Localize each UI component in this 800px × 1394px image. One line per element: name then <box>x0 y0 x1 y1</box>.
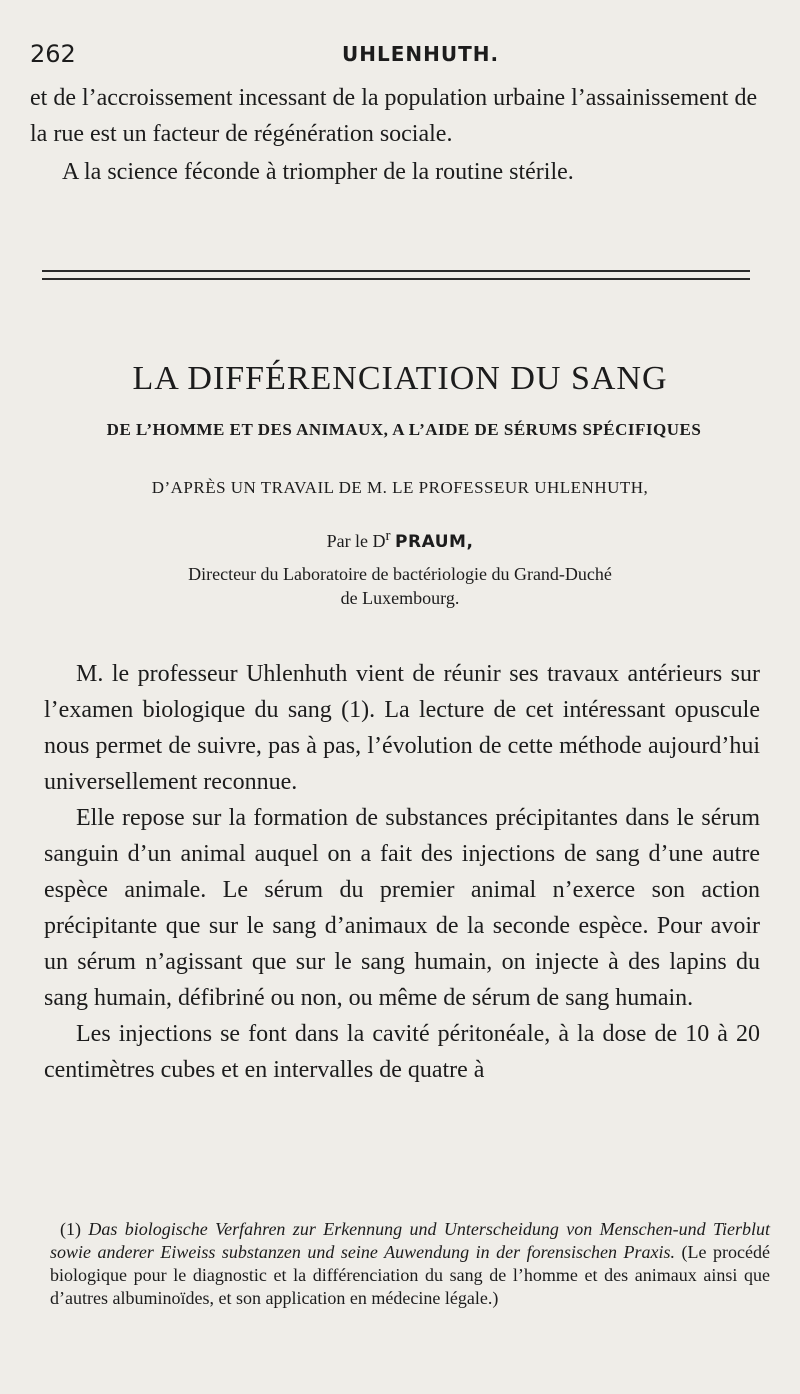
footnote-translation: (Le procédé biologique pour le diagnostic et la différenciation du sang de l’homme et des animaux ainsi que d’autres albuminoïdes, et son application en médecine légale.) <box>50 1242 770 1308</box>
previous-article-ending <box>30 80 760 190</box>
author-affiliation <box>60 562 740 610</box>
article-subtitle: DE L’HOMME ET DES ANIMAUX, A L’AIDE DE SÉRUMS SPÉCIFIQUES <box>106 420 702 439</box>
author-prefix: Par le D <box>326 531 386 551</box>
affiliation-line-2: de Luxembourg. <box>340 588 460 608</box>
section-divider-top <box>42 270 750 272</box>
footnote <box>50 1218 770 1310</box>
previous-paragraph: et de l’accroissement incessant de la population urbaine l’assainissement de la rue est un facteur de régénération sociale. <box>30 85 758 147</box>
author-prefix-sup: r <box>385 528 391 544</box>
body-paragraph-3: Les injections se font dans la cavité péritonéale, à la dose de 10 à 20 centimètres cubes et en intervalles de quatre à <box>44 1021 760 1083</box>
author-line <box>0 528 800 552</box>
body-paragraph-2: Elle repose sur la formation de substances précipitantes dans le sérum sanguin d’un animal auquel on a fait des injections de sang d’une autre espèce animale. Le sérum du premier animal n’exerce son action précipitante que sur le sang d’animaux de la seconde espèce. Pour avoir un sérum n’agissant que sur le sang humain, on injecte à des lapins du sang humain, défibriné ou non, ou même de sérum de sang humain. <box>44 805 760 1011</box>
running-head: UHLENHUTH. <box>342 42 500 66</box>
page-number: 262 <box>30 40 76 68</box>
footnote-german-title: Das biologische Verfahren zur Erkennung und Unterscheidung von Menschen-und Tierblut sowie anderer Eiweiss substanzen und seine Auwendung in der forensischen Praxis. <box>50 1219 770 1262</box>
article-body <box>44 656 760 1088</box>
previous-conclusion: A la science féconde à triompher de la routine stérile. <box>62 159 574 185</box>
author-name: PRAUM, <box>395 532 474 552</box>
page-header <box>30 40 770 74</box>
footnote-marker: (1) <box>60 1219 81 1239</box>
affiliation-line-1: Directeur du Laboratoire de bactériologie du Grand-Duché <box>188 564 612 584</box>
article-source-line: D’APRÈS UN TRAVAIL DE M. LE PROFESSEUR UHLENHUTH, <box>151 478 649 497</box>
article-title: LA DIFFÉRENCIATION DU SANG <box>132 360 668 397</box>
body-paragraph-1: M. le professeur Uhlenhuth vient de réunir ses travaux antérieurs sur l’examen biologique du sang (1). La lecture de cet intéressant opuscule nous permet de suivre, pas à pas, l’évolution de cette méthode aujourd’hui universellement reconnue. <box>44 661 760 795</box>
section-divider-bottom <box>42 278 750 280</box>
